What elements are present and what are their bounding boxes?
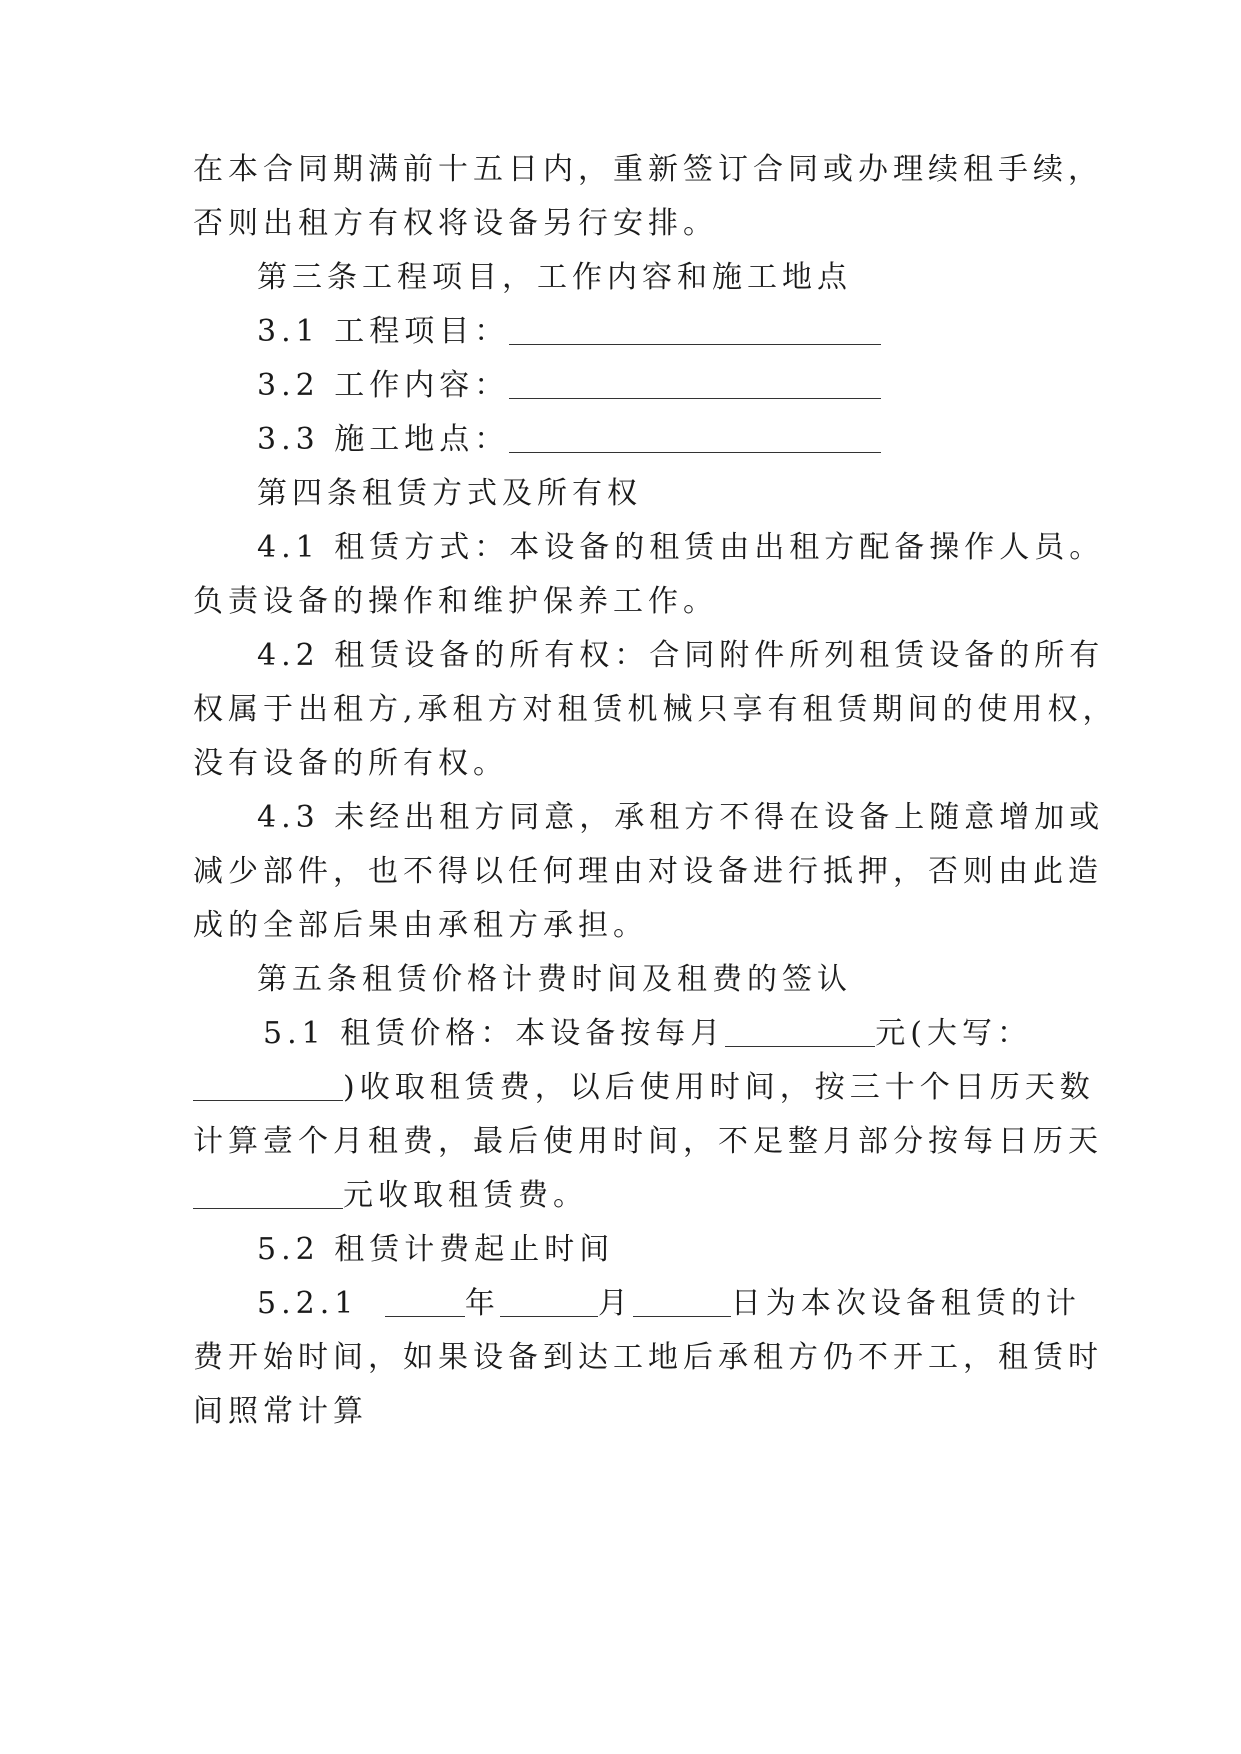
fill-blank: [633, 1286, 731, 1317]
paragraph-line: [193, 1176, 588, 1216]
text-run: 5.1 租赁价格：本设备按每月: [263, 1016, 726, 1051]
paragraph-line: 没有设备的所有权。: [193, 746, 508, 781]
fill-blank: [385, 1286, 465, 1317]
field-work-content: [257, 366, 881, 406]
fill-blank: [193, 1178, 343, 1209]
text-run: 月: [597, 1286, 633, 1321]
text-run: )收取租赁费，以后使用时间，按三十个日历天数: [343, 1070, 1095, 1105]
paragraph-line: 间照常计算: [193, 1394, 368, 1429]
paragraph-line: 4.2 租赁设备的所有权：合同附件所列租赁设备的所有: [257, 638, 1105, 673]
fill-blank: [509, 368, 881, 399]
text-run: 年: [464, 1286, 500, 1321]
section-heading-article-4: 第四条租赁方式及所有权: [257, 476, 642, 511]
paragraph-line: 4.1 租赁方式：本设备的租赁由出租方配备操作人员。: [257, 530, 1105, 565]
paragraph-line: 减少部件，也不得以任何理由对设备进行抵押，否则由此造: [193, 854, 1103, 889]
section-heading-article-3: 第三条工程项目，工作内容和施工地点: [257, 260, 852, 295]
paragraph-line: 成的全部后果由承租方承担。: [193, 908, 648, 943]
text-run: 日为本次设备租赁的计: [730, 1286, 1081, 1321]
section-heading-article-5: 第五条租赁价格计费时间及租费的签认: [257, 962, 852, 997]
paragraph-line: [263, 1014, 1032, 1054]
field-project: [257, 312, 881, 352]
fill-blank: [193, 1070, 343, 1101]
paragraph-line: 计算壹个月租费，最后使用时间，不足整月部分按每日历天: [193, 1124, 1103, 1159]
paragraph-line: 负责设备的操作和维护保养工作。: [193, 584, 718, 619]
paragraph-line: 权属于出租方,承租方对租赁机械只享有租赁期间的使用权，: [193, 692, 1118, 727]
text-run: 元收取租赁费。: [343, 1178, 588, 1213]
paragraph-line: 否则出租方有权将设备另行安排。: [193, 206, 718, 241]
fill-blank: [509, 314, 881, 345]
fill-blank: [500, 1286, 598, 1317]
field-label: 3.3 施工地点：: [257, 422, 510, 457]
paragraph-line: [193, 1068, 1095, 1108]
field-label: 3.2 工作内容：: [257, 368, 510, 403]
fill-blank: [509, 422, 881, 453]
paragraph-line: 4.3 未经出租方同意，承租方不得在设备上随意增加或: [257, 800, 1105, 835]
field-site: [257, 420, 881, 460]
paragraph-line: 在本合同期满前十五日内，重新签订合同或办理续租手续，: [193, 152, 1103, 187]
subsection-heading: 5.2 租赁计费起止时间: [257, 1232, 615, 1267]
paragraph-line: 费开始时间，如果设备到达工地后承租方仍不开工，租赁时: [193, 1340, 1103, 1375]
paragraph-line: [257, 1284, 1081, 1324]
fill-blank: [725, 1016, 875, 1047]
text-run: 5.2.1: [257, 1286, 359, 1321]
text-run: 元(大写：: [875, 1016, 1032, 1051]
field-label: 3.1 工程项目：: [257, 314, 510, 349]
